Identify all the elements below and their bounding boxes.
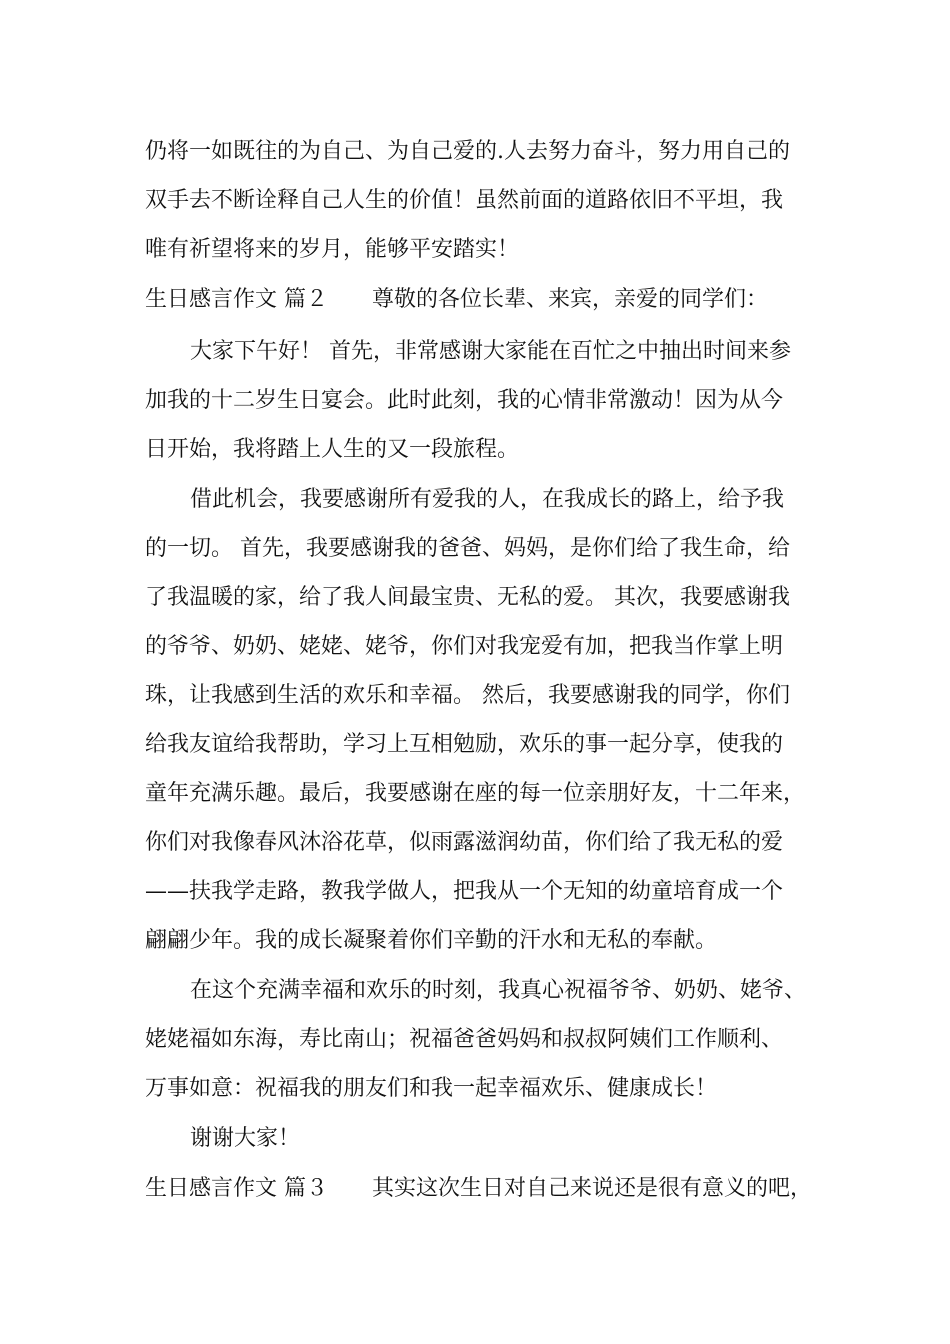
text-line: 珠，让我感到生活的欢乐和幸福。 然后，我要感谢我的同学，你们 [145, 683, 790, 708]
section-heading: 生日感言作文 篇３ [145, 1176, 328, 1201]
text-line: 的一切。 首先，我要感谢我的爸爸、妈妈，是你们给了我生命，给 [145, 536, 790, 561]
section-opening: 其实这次生日对自己来说还是很有意义的吧， [372, 1176, 813, 1201]
text-line: 童年充满乐趣。最后，我要感谢在座的每一位亲朋好友，十二年来， [145, 781, 806, 806]
text-line: 在这个充满幸福和欢乐的时刻，我真心祝福爷爷、奶奶、姥爷、 [190, 978, 807, 1003]
text-line: ——扶我学走路，教我学做人，把我从一个无知的幼童培育成一个 [145, 879, 784, 904]
text-line: 你们对我像春风沐浴花草，似雨露滋润幼苗，你们给了我无私的爱 [145, 830, 784, 855]
text-line: 姥姥福如东海，寿比南山；祝福爸爸妈妈和叔叔阿姨们工作顺利、 [145, 1027, 784, 1052]
section-heading-row [145, 285, 768, 315]
text-line: 唯有祈望将来的岁月，能够平安踏实！ [145, 237, 520, 262]
text-line: 翩翩少年。我的成长凝聚着你们辛勤的汗水和无私的奉献。 [145, 928, 718, 953]
section-opening: 尊敬的各位长辈、来宾，亲爱的同学们： [372, 287, 769, 312]
text-line: 双手去不断诠释自己人生的价值！虽然前面的道路依旧不平坦，我 [145, 188, 784, 213]
text-line: 给我友谊给我帮助，学习上互相勉励，欢乐的事一起分享，使我的 [145, 732, 784, 757]
text-line: 了我温暖的家，给了我人间最宝贵、无私的爱。 其次，我要感谢我 [145, 585, 790, 610]
text-line: 的爷爷、奶奶、姥姥、姥爷，你们对我宠爱有加，把我当作掌上明 [145, 634, 784, 659]
text-line: 仍将一如既往的为自己、为自己爱的.人去努力奋斗，努力用自己的 [145, 139, 790, 164]
text-line: 大家下午好！ 首先，非常感谢大家能在百忙之中抽出时间来参 [190, 339, 791, 364]
text-line: 日开始，我将踏上人生的又一段旅程。 [145, 437, 520, 462]
section-heading-row [145, 1174, 812, 1204]
section-heading: 生日感言作文 篇２ [145, 287, 328, 312]
text-line: 万事如意：祝福我的朋友们和我一起幸福欢乐、健康成长！ [145, 1076, 718, 1101]
text-line: 加我的十二岁生日宴会。此时此刻，我的心情非常激动！因为从今 [145, 388, 784, 413]
text-line: 谢谢大家！ [190, 1126, 301, 1151]
text-line: 借此机会，我要感谢所有爱我的人，在我成长的路上，给予我 [190, 487, 785, 512]
